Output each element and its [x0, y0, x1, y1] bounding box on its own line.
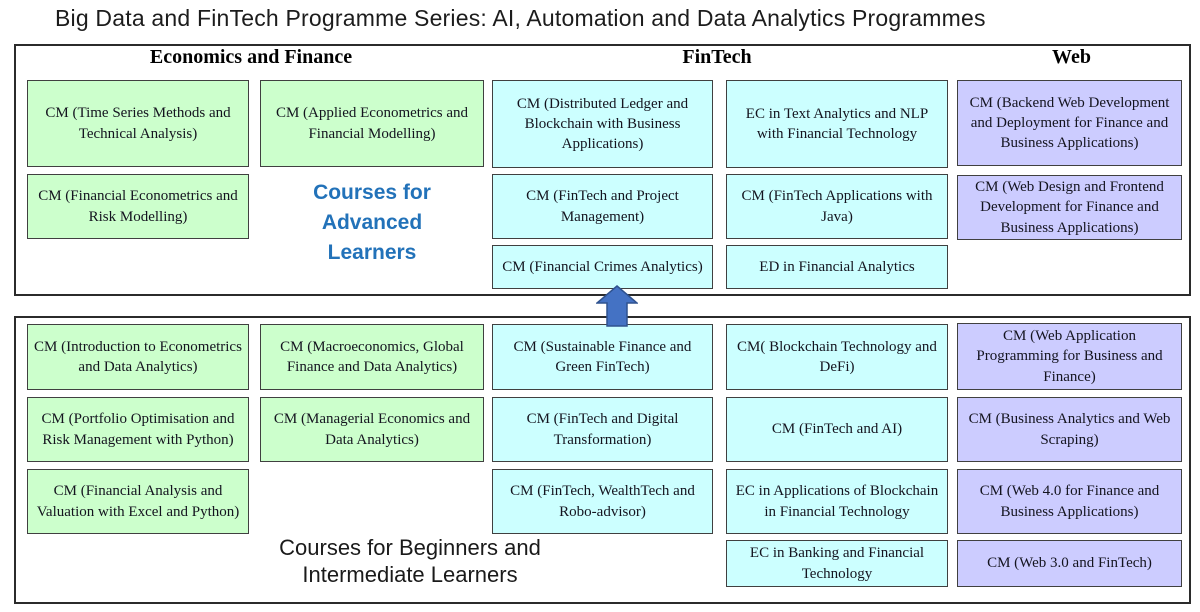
course-box: CM (Portfolio Optimisation and Risk Management with Python): [27, 397, 249, 462]
up-arrow-icon: [596, 285, 638, 327]
advanced-label-line: Courses for: [313, 181, 431, 204]
course-box: CM (Financial Econometrics and Risk Modelling): [27, 174, 249, 239]
course-box: CM (Financial Crimes Analytics): [492, 245, 713, 289]
course-box: CM (Backend Web Development and Deployment for Finance and Business Applications): [957, 80, 1182, 166]
course-box: EC in Applications of Blockchain in Financial Technology: [726, 469, 948, 534]
course-box: CM (Applied Econometrics and Financial Modelling): [260, 80, 484, 167]
column-header-economics-finance: Economics and Finance: [149, 46, 353, 68]
course-box: CM (Managerial Economics and Data Analytics): [260, 397, 484, 462]
course-box: ED in Financial Analytics: [726, 245, 948, 289]
course-box: EC in Banking and Financial Technology: [726, 540, 948, 587]
course-box: CM (FinTech and Digital Transformation): [492, 397, 713, 462]
course-box: CM (Business Analytics and Web Scraping): [957, 397, 1182, 462]
course-box: CM( Blockchain Technology and DeFi): [726, 324, 948, 390]
advanced-learners-label: [260, 178, 484, 268]
column-header-fintech: FinTech: [682, 46, 752, 68]
course-box: CM (FinTech and AI): [726, 397, 948, 462]
course-box: CM (Web Design and Frontend Development for Finance and Business Applications): [957, 175, 1182, 240]
beginners-label-line: Intermediate Learners: [302, 562, 518, 587]
advanced-label-line: Learners: [327, 241, 417, 264]
course-box: CM (Time Series Methods and Technical Analysis): [27, 80, 249, 167]
course-box: CM (Distributed Ledger and Blockchain with Business Applications): [492, 80, 713, 168]
course-box: CM (Financial Analysis and Valuation with Excel and Python): [27, 469, 249, 534]
course-box: EC in Text Analytics and NLP with Financial Technology: [726, 80, 948, 168]
course-box: CM (Introduction to Econometrics and Data Analytics): [27, 324, 249, 390]
course-box: CM (Web 4.0 for Finance and Business Applications): [957, 469, 1182, 534]
beginners-learners-label: [150, 534, 670, 588]
beginner-intermediate-courses-panel: [14, 316, 1191, 604]
advanced-label-line: Advanced: [321, 211, 423, 234]
column-header-web: Web: [1052, 46, 1091, 68]
page-title: Big Data and FinTech Programme Series: AI, Automation and Data Analytics Programmes: [55, 5, 986, 31]
beginners-label-line: Courses for Beginners and: [279, 535, 541, 560]
course-box: CM (Macroeconomics, Global Finance and Data Analytics): [260, 324, 484, 390]
course-box: CM (Web Application Programming for Business and Finance): [957, 323, 1182, 390]
course-box: CM (Sustainable Finance and Green FinTech): [492, 324, 713, 390]
course-box: CM (FinTech, WealthTech and Robo-advisor): [492, 469, 713, 534]
course-box: CM (FinTech and Project Management): [492, 174, 713, 239]
advanced-courses-panel: [14, 44, 1191, 296]
course-box: CM (Web 3.0 and FinTech): [957, 540, 1182, 587]
course-box: CM (FinTech Applications with Java): [726, 174, 948, 239]
